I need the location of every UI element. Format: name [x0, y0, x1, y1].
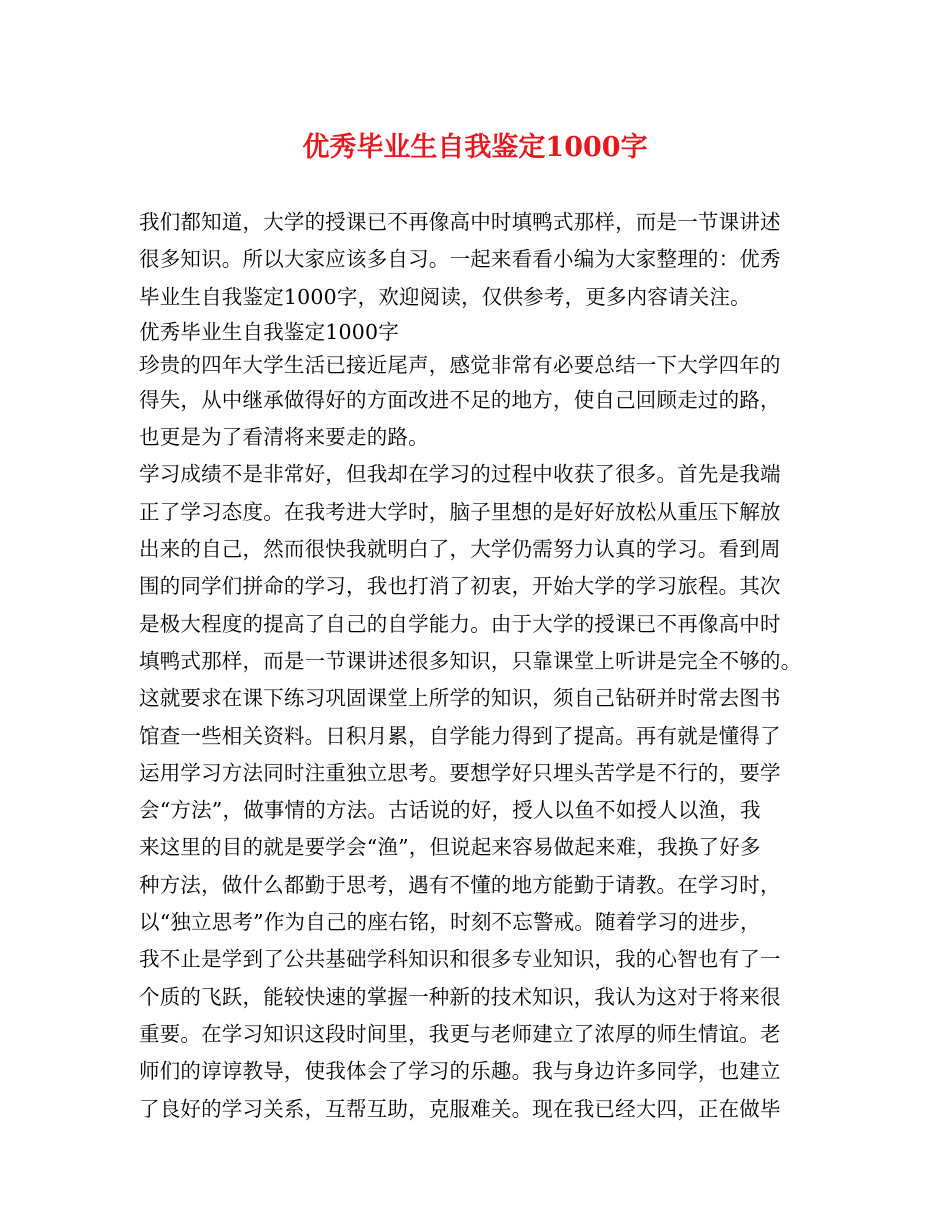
body-line: 运用学习方法同时注重独立思考。要想学好只埋头苦学是不行的，要学	[139, 760, 781, 785]
body-line: 以“独立思考”作为自己的座右铭，时刻不忘警戒。随着学习的进步，	[139, 910, 761, 935]
body-line: 我不止是学到了公共基础学科知识和很多专业知识，我的心智也有了一	[139, 947, 781, 972]
body-line: 重要。在学习知识这段时间里，我更与老师建立了浓厚的师生情谊。老	[139, 1021, 781, 1046]
body-line: 我们都知道，大学的授课已不再像高中时填鸭式那样，而是一节课讲述	[139, 210, 781, 234]
body-line: 填鸭式那样，而是一节课讲述很多知识，只靠课堂上听讲是完全不够的。	[139, 648, 802, 673]
body-line: 这就要求在课下练习巩固课堂上所学的知识，须自己钻研并时常去图书	[139, 686, 781, 711]
body-line: 来这里的目的就是要学会“渔”，但说起来容易做起来难，我换了好多	[139, 835, 761, 860]
body-line: 也更是为了看清将来要走的路。	[139, 425, 429, 450]
body-line: 个质的飞跃，能较快速的掌握一种新的技术知识，我认为这对于将来很	[139, 984, 781, 1009]
body-line: 出来的自己，然而很快我就明白了，大学仍需努力认真的学习。看到周	[139, 537, 781, 562]
body-line: 正了学习态度。在我考进大学时，脑子里想的是好好放松从重压下解放	[139, 499, 781, 524]
body-line: 毕业生自我鉴定1000字，欢迎阅读，仅供参考，更多内容请关注。	[139, 284, 751, 309]
body-line: 师们的谆谆教导，使我体会了学习的乐趣。我与身边许多同学，也建立	[139, 1059, 781, 1084]
document-title: 优秀毕业生自我鉴定1000字	[302, 132, 648, 163]
body-line: 珍贵的四年大学生活已接近尾声，感觉非常有必要总结一下大学四年的	[139, 352, 781, 377]
body-line: 优秀毕业生自我鉴定1000字	[139, 319, 399, 344]
body-line: 会“方法”，做事情的方法。古话说的好，授人以鱼不如授人以渔，我	[139, 798, 761, 823]
body-line: 种方法，做什么都勤于思考，遇有不懂的地方能勤于请教。在学习时，	[139, 872, 781, 897]
body-line: 馆查一些相关资料。日积月累，自学能力得到了提高。再有就是懂得了	[139, 723, 781, 748]
body-line: 学习成绩不是非常好，但我却在学习的过程中收获了很多。首先是我端	[139, 462, 781, 487]
body-line: 了良好的学习关系，互帮互助，克服难关。现在我已经大四，正在做毕	[139, 1096, 781, 1121]
body-line: 是极大程度的提高了自己的自学能力。由于大学的授课已不再像高中时	[139, 611, 781, 636]
body-line: 围的同学们拼命的学习，我也打消了初衷，开始大学的学习旅程。其次	[139, 574, 781, 599]
document-body	[139, 204, 829, 1128]
body-line: 得失，从中继承做得好的方面改进不足的地方，使自己回顾走过的路，	[139, 387, 781, 412]
body-line: 很多知识。所以大家应该多自习。一起来看看小编为大家整理的：优秀	[139, 247, 781, 272]
